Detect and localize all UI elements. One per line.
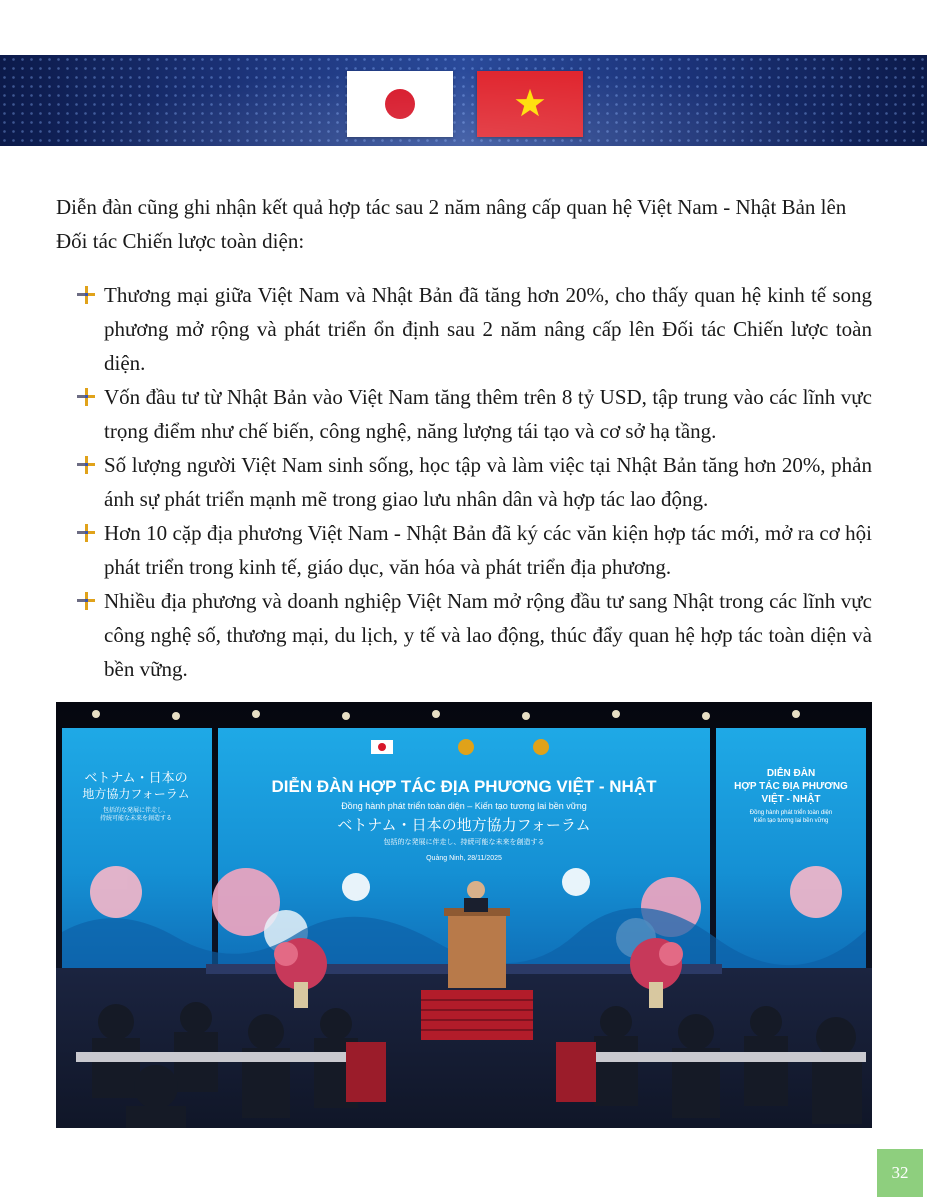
- result-list: [72, 278, 872, 686]
- forum-photo: [56, 702, 872, 1128]
- pin-bullet-icon: [76, 285, 96, 305]
- list-item: [72, 516, 872, 584]
- screen-place-date: Quảng Ninh, 28/11/2025: [426, 855, 502, 862]
- japan-flag-icon: [347, 71, 453, 137]
- screen-subtitle: Đồng hành phát triển toàn diện – Kiến tạo tương lai bền vững: [341, 801, 587, 811]
- japan-flag-sun: [385, 89, 415, 119]
- list-item-text: Số lượng người Việt Nam sinh sống, học tập và làm việc tại Nhật Bản tăng hơn 20%, phản ánh sự phát triển mạnh mẽ trong giao lưu nhân dân và hợp tác lao động.: [104, 453, 872, 511]
- page-number: 32: [877, 1149, 923, 1197]
- forum-photo-illustration: [56, 702, 872, 1128]
- list-item-text: Vốn đầu tư từ Nhật Bản vào Việt Nam tăng thêm trên 8 tỷ USD, tập trung vào các lĩnh vực trọng điểm như chế biến, công nghệ, năng lượng tái tạo và cơ sở hạ tầng.: [104, 385, 872, 443]
- left-japanese-sub-2: 持続可能な未来を創造する: [99, 815, 173, 822]
- list-item-text: Hơn 10 cặp địa phương Việt Nam - Nhật Bản đã ký các văn kiện hợp tác mới, mở ra cơ hội phát triển trong kinh tế, giáo dục, văn hóa và phát triển địa phương.: [104, 521, 872, 579]
- right-title-3: VIỆT - NHẬT: [761, 794, 821, 805]
- vietnam-flag-icon: [477, 71, 583, 137]
- screen-title: DIỄN ĐÀN HỢP TÁC ĐỊA PHƯƠNG VIỆT - NHẬT: [271, 777, 657, 796]
- right-sub-2: Kiến tạo tương lai bền vững: [753, 818, 829, 824]
- header-banner: [0, 55, 927, 146]
- pin-bullet-icon: [76, 523, 96, 543]
- list-item: [72, 380, 872, 448]
- screen-japanese: ベトナム・日本の地方協力フォーラム: [337, 816, 591, 834]
- vietnam-star-icon: [514, 88, 546, 120]
- list-item-text: Nhiều địa phương và doanh nghiệp Việt Nam mở rộng đầu tư sang Nhật trong các lĩnh vực công nghệ số, thương mại, du lịch, y tế và lao động, thúc đẩy quan hệ hợp tác toàn diện và bền vững.: [104, 589, 872, 681]
- screen-japanese-sub: 包括的な発展に伴走し、持続可能な未来を創造する: [383, 838, 545, 846]
- list-item-text: Thương mại giữa Việt Nam và Nhật Bản đã tăng hơn 20%, cho thấy quan hệ kinh tế song phương mở rộng và phát triển ổn định sau 2 năm nâng cấp lên Đối tác Chiến lược toàn diện.: [104, 283, 872, 375]
- left-japanese-1: ベトナム・日本の: [84, 771, 188, 786]
- left-japanese-2: 地方協力フォーラム: [82, 787, 190, 801]
- pin-bullet-icon: [76, 387, 96, 407]
- list-item: [72, 278, 872, 380]
- pin-bullet-icon: [76, 591, 96, 611]
- list-item: [72, 584, 872, 686]
- right-title-1: DIỄN ĐÀN: [766, 768, 816, 779]
- list-item: [72, 448, 872, 516]
- right-sub-1: Đồng hành phát triển toàn diện: [749, 810, 833, 816]
- pin-bullet-icon: [76, 455, 96, 475]
- intro-paragraph: Diễn đàn cũng ghi nhận kết quả hợp tác sau 2 năm nâng cấp quan hệ Việt Nam - Nhật Bản lên Đối tác Chiến lược toàn diện:: [56, 195, 847, 253]
- left-japanese-sub-1: 包括的な発展に伴走し、: [102, 807, 170, 814]
- right-title-2: HỢP TÁC ĐỊA PHƯƠNG: [734, 781, 848, 792]
